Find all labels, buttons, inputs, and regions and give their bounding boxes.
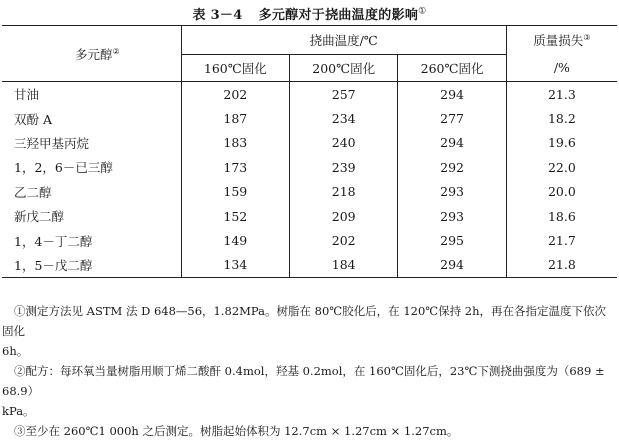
row-mass-loss: 21.8 xyxy=(506,253,617,278)
row-temp-200: 240 xyxy=(290,131,398,155)
row-polyol-name: 乙二醇 xyxy=(14,184,52,200)
row-temp-260: 277 xyxy=(398,106,506,130)
row-temp-160: 183 xyxy=(181,131,289,155)
row-mass-loss: 18.2 xyxy=(506,106,617,130)
footnote-1-line-2: 6h。 xyxy=(2,344,29,358)
table-row xyxy=(2,253,617,278)
table-number: 表 3－4 xyxy=(192,8,243,23)
polyol-footnote-marker: ② xyxy=(112,46,120,56)
table-row xyxy=(2,82,617,107)
row-temp-200: 257 xyxy=(290,82,398,107)
table-caption xyxy=(0,4,619,23)
header-deflection-group: 挠曲温度/℃ xyxy=(181,26,506,55)
table-row xyxy=(2,204,617,228)
row-temp-260: 292 xyxy=(398,155,506,179)
row-mass-loss: 21.3 xyxy=(506,82,617,107)
row-temp-160: 187 xyxy=(181,106,289,130)
row-mass-loss: 20.0 xyxy=(506,180,617,204)
caption-footnote-marker: ① xyxy=(418,6,427,17)
footnote-2-line-1: ②配方：每环氧当量树脂用顺丁烯二酸酐 0.4mol，羟基 0.2mol，在 160℃固化后，23℃下测挠曲强度为（689 ± 68.9） xyxy=(2,364,605,398)
table-row xyxy=(2,131,617,155)
row-mass-loss: 18.6 xyxy=(506,204,617,228)
row-temp-160: 159 xyxy=(181,180,289,204)
header-row-1 xyxy=(2,26,617,55)
row-temp-200: 218 xyxy=(290,180,398,204)
mass-loss-footnote-marker: ③ xyxy=(583,33,591,43)
row-polyol-name: 1，2，6－已三醇 xyxy=(14,160,113,176)
footnote-2-line-2: kPa。 xyxy=(2,404,35,418)
row-polyol-name: 三羟甲基丙烷 xyxy=(14,135,90,151)
row-temp-160: 152 xyxy=(181,204,289,228)
header-mass-loss-label: 质量损失 xyxy=(533,33,584,49)
row-temp-260: 294 xyxy=(398,131,506,155)
row-polyol-name: 1，5－戊二醇 xyxy=(2,253,181,278)
row-temp-200: 184 xyxy=(290,253,398,278)
row-temp-200: 239 xyxy=(290,155,398,179)
header-cure-160: 160℃固化 xyxy=(181,55,289,82)
row-temp-160: 134 xyxy=(181,253,289,278)
row-temp-160: 173 xyxy=(181,155,289,179)
row-temp-260: 295 xyxy=(398,228,506,252)
row-temp-260: 293 xyxy=(398,180,506,204)
row-temp-200: 202 xyxy=(290,228,398,252)
row-mass-loss: 21.7 xyxy=(506,228,617,252)
table-title: 多元醇对于挠曲温度的影响 xyxy=(258,8,419,23)
row-temp-160: 149 xyxy=(181,228,289,252)
row-mass-loss: 19.6 xyxy=(506,131,617,155)
header-polyol xyxy=(2,26,181,82)
row-temp-200: 209 xyxy=(290,204,398,228)
row-polyol-name: 双酚 A xyxy=(14,111,53,127)
header-cure-200: 200℃固化 xyxy=(290,55,398,82)
table-row xyxy=(2,228,617,252)
data-table xyxy=(2,25,617,278)
table-row xyxy=(2,180,617,204)
header-mass-loss-unit: /% xyxy=(506,55,617,82)
table-footnotes xyxy=(2,301,614,441)
footnote-3: ③至少在 260℃1 000h 之后测定。树脂起始体积为 12.7cm × 1.27cm × 1.27cm。 xyxy=(14,424,459,438)
row-polyol-name: 1，4－丁二醇 xyxy=(14,233,93,249)
row-temp-260: 294 xyxy=(398,253,506,278)
row-polyol-name: 甘油 xyxy=(2,82,181,107)
row-temp-160: 202 xyxy=(181,82,289,107)
table-row xyxy=(2,155,617,179)
table-row xyxy=(2,106,617,130)
row-temp-260: 293 xyxy=(398,204,506,228)
header-polyol-label: 多元醇 xyxy=(74,46,113,62)
header-mass-loss xyxy=(506,26,617,55)
row-mass-loss: 22.0 xyxy=(506,155,617,179)
row-polyol-name: 新戊二醇 xyxy=(14,209,65,225)
row-temp-260: 294 xyxy=(398,82,506,107)
header-cure-260: 260℃固化 xyxy=(398,55,506,82)
footnote-1-line-1: ①测定方法见 ASTM 法 D 648—56，1.82MPa。树脂在 80℃胶化后，在 120℃保持 2h，再在各指定温度下依次固化 xyxy=(2,304,607,338)
row-temp-200: 234 xyxy=(290,106,398,130)
